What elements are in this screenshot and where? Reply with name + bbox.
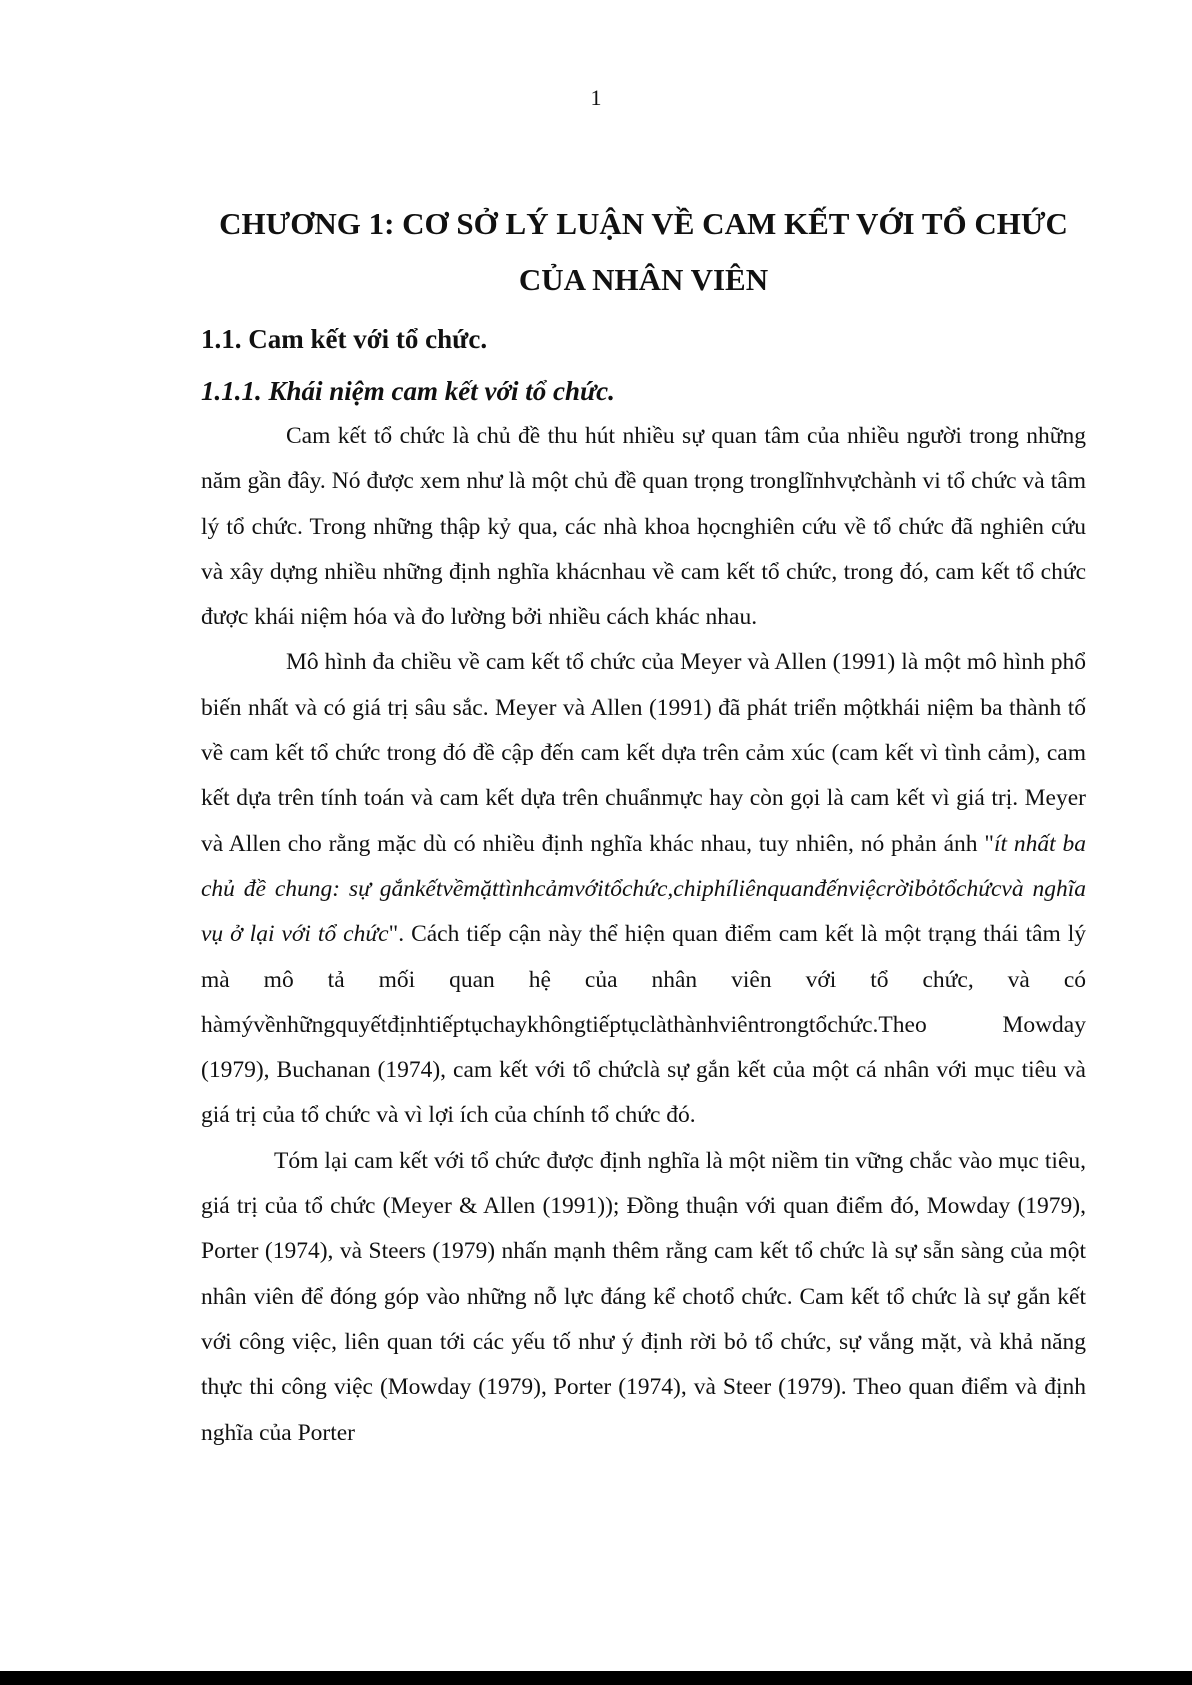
paragraph-3: Tóm lại cam kết với tổ chức được định nghĩa là một niềm tin vững chắc vào mục tiêu, giá trị của tổ chức (Meyer & Allen (1991)); Đồng thuận với quan điểm đó, Mowday (1979), Porter (1974), và Steers (1979) nhấn mạnh thêm rằng cam kết tổ chức là sự sẵn sàng của một nhân viên để đóng góp vào những nỗ lực đáng kể chotổ chức. Cam kết tổ chức là sự gắn kết với công việc, liên quan tới các yếu tố như ý định rời bỏ tổ chức, sự vắng mặt, và khả năng thực thi công việc (Mowday (1979), Porter (1974), và Steer (1979). Theo quan điểm và định nghĩa của Porter: [201, 1147, 1086, 1446]
paragraph-1: Cam kết tổ chức là chủ đề thu hút nhiều sự quan tâm của nhiều người trong những năm gần đây. Nó được xem như là một chủ đề quan trọng tronglĩnhvựchành vi tổ chức và tâm lý tổ chức. Trong những thập kỷ qua, các nhà khoa họcnghiên cứu về tổ chức đã nghiên cứu và xây dựng nhiều những định nghĩa khácnhau về cam kết tổ chức, trong đó, cam kết tổ chức được khái niệm hóa và đo lường bởi nhiều cách khác nhau.: [201, 423, 1086, 631]
chapter-title-line-1: CHƯƠNG 1: CƠ SỞ LÝ LUẬN VỀ CAM KẾT VỚI TỔ CHỨC: [219, 206, 1068, 241]
paragraph-2-text-end: ". Cách tiếp cận này thể hiện quan điểm cam kết là một trạng thái tâm lý mà mô tả mối quan hệ của nhân viên với tổ chức, và có hàmývềnhữngquyếtđịnhtiếptụchaykhôngtiếptụclàthànhviêntrongtổchức.Theo Mowday (1979), Buchanan (1974), cam kết với tổ chứclà sự gắn kết của một cá nhân với mục tiêu và giá trị của tổ chức và vì lợi ích của chính tổ chức đó.: [201, 921, 1086, 1129]
paragraph-2: [201, 640, 1086, 1138]
chapter-title-line-2: CỦA NHÂN VIÊN: [518, 262, 769, 297]
document-body: [201, 196, 1086, 1456]
paragraph-2-text-start: Mô hình đa chiều về cam kết tổ chức của Meyer và Allen (1991) là một mô hình phổ biến nhất và có giá trị sâu sắc. Meyer và Allen (1991) đã phát triển mộtkhái niệm ba thành tố về cam kết tổ chức trong đó đề cập đến cam kết dựa trên cảm xúc (cam kết vì tình cảm), cam kết dựa trên tính toán và cam kết dựa trên chuẩnmực hay còn gọi là cam kết vì giá trị. Meyer và Allen cho rằng mặc dù có nhiều định nghĩa khác nhau, tuy nhiên, nó phản ánh ": [201, 649, 1086, 857]
scan-edge-bar: [0, 1671, 1192, 1685]
page-number: 1: [590, 85, 602, 110]
subsection-heading: 1.1.1. Khái niệm cam kết với tổ chức.: [201, 376, 615, 406]
section-heading: 1.1. Cam kết với tổ chức.: [201, 324, 488, 354]
paragraph-2-italic-quote: ít nhất ba chủ đề chung: sự gắnkếtvềmặttìnhcảmvớitổchức,chiphíliênquanđếnviệcrờibỏtổchứcvà nghĩa vụ ở lại với tổ chức: [201, 830, 1086, 948]
chapter-title: [201, 196, 1086, 308]
